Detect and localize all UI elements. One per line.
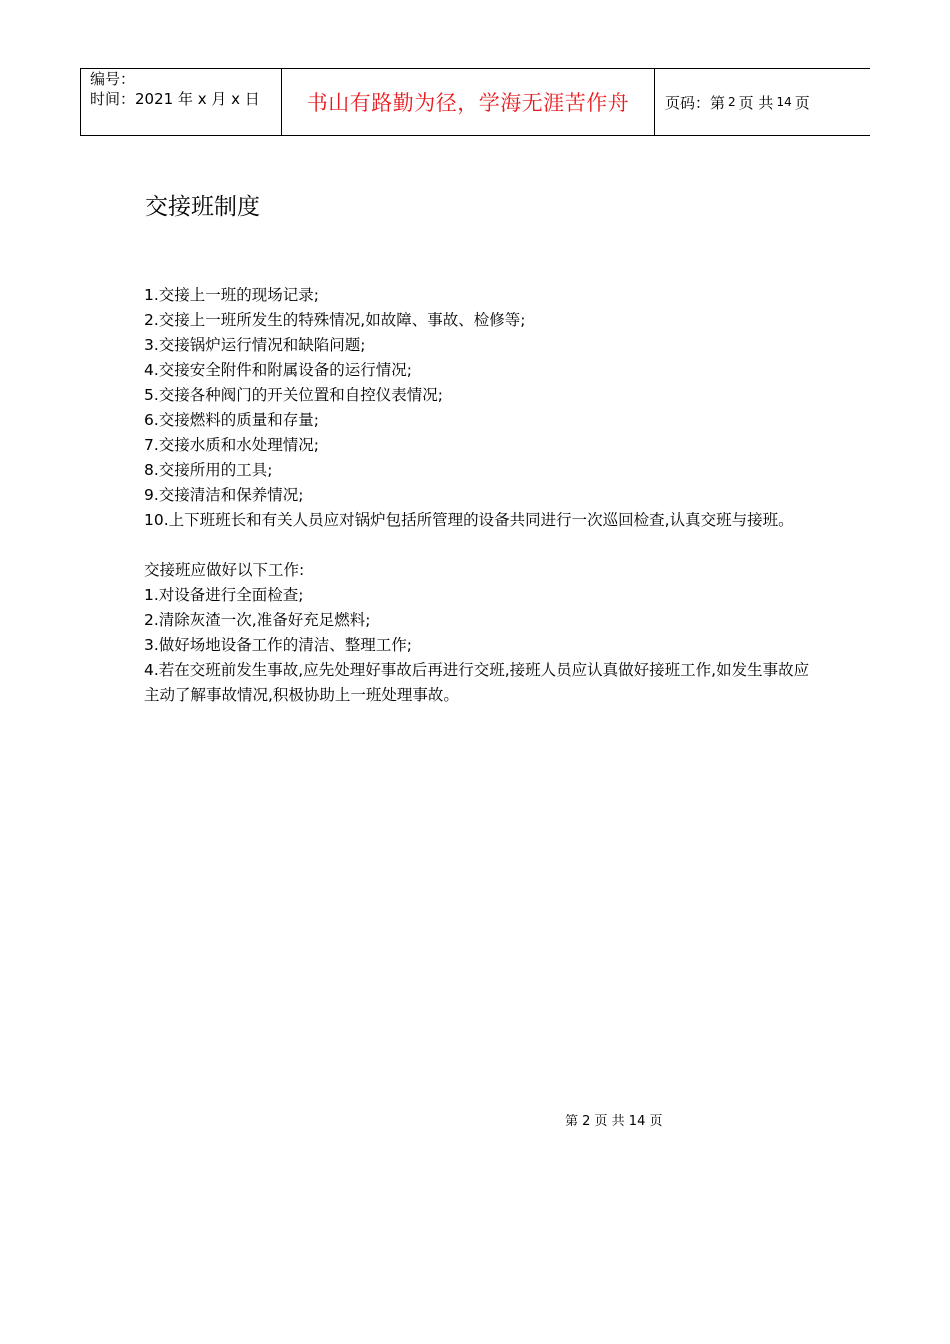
page-total: 14 (776, 95, 792, 109)
section1-item: 6.交接燃料的质量和存量; (144, 411, 320, 429)
section1-item: 8.交接所用的工具; (144, 461, 273, 479)
section2-item: 1.对设备进行全面检查; (144, 586, 304, 604)
page-prefix: 页码：第 (665, 93, 726, 112)
section1-item: 10.上下班班长和有关人员应对锅炉包括所管理的设备共同进行一次巡回检查,认真交班与接班。 (144, 511, 794, 529)
section2-item: 2.清除灰渣一次,准备好充足燃料; (144, 611, 371, 629)
section1-item: 9.交接清洁和保养情况; (144, 486, 304, 504)
document-body (144, 283, 819, 708)
header-table (80, 68, 870, 136)
page-suffix: 页 (794, 93, 810, 112)
number-label: 编号： (90, 70, 136, 88)
section1-item: 5.交接各种阀门的开关位置和自控仪表情况; (144, 386, 444, 404)
section2-item: 4.若在交班前发生事故,应先处理好事故后再进行交班,接班人员应认真做好接班工作,如发生事故应主动了解事故情况,积极协助上一班处理事故。 (144, 661, 810, 704)
header-page-info (655, 69, 870, 135)
page-footer: 第 2 页 共 14 页 (565, 1114, 663, 1129)
header-info-cell (81, 69, 282, 135)
paragraph-spacer (144, 533, 819, 558)
section1-item: 1.交接上一班的现场记录; (144, 286, 320, 304)
section2-heading: 交接班应做好以下工作: (144, 561, 305, 579)
time-label: 时间：2021 年 x 月 x 日 (90, 90, 260, 108)
page-current: 2 (728, 95, 736, 109)
document-title: 交接班制度 (145, 194, 260, 220)
section1-item: 2.交接上一班所发生的特殊情况,如故障、事故、检修等; (144, 311, 526, 329)
section1-item: 7.交接水质和水处理情况; (144, 436, 320, 454)
header-motto: 书山有路勤为径，学海无涯苦作舟 (282, 69, 655, 135)
section1-item: 3.交接锅炉运行情况和缺陷问题; (144, 336, 366, 354)
section2-item: 3.做好场地设备工作的清洁、整理工作; (144, 636, 413, 654)
page-mid: 页 共 (738, 93, 774, 112)
section1-item: 4.交接安全附件和附属设备的运行情况; (144, 361, 413, 379)
